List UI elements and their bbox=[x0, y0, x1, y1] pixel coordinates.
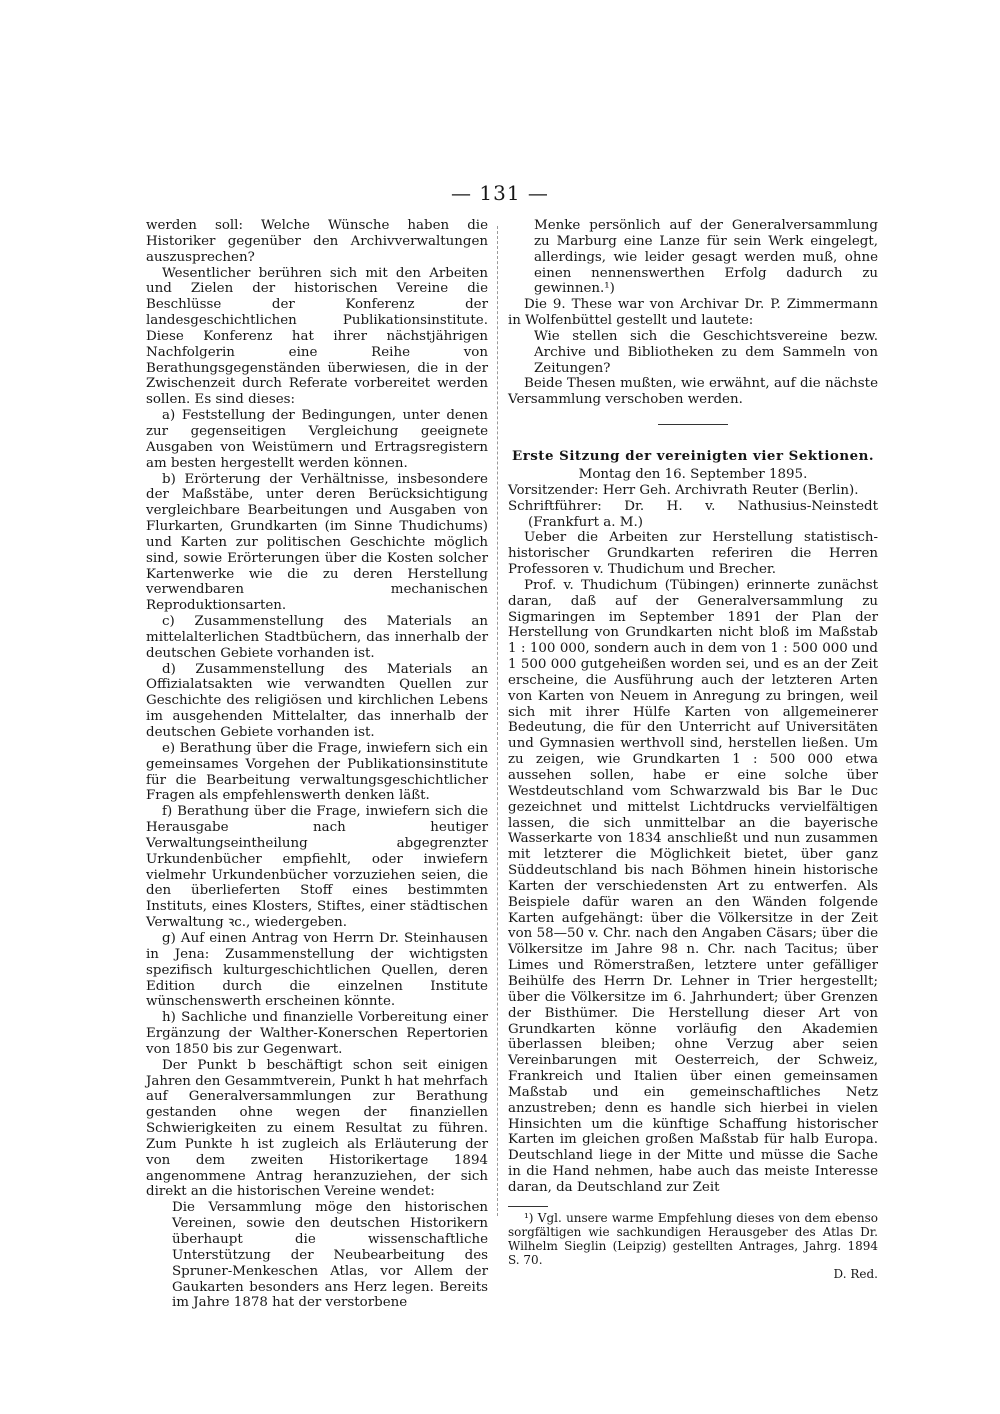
column-divider bbox=[497, 226, 498, 1216]
list-item-c: c) Zusammenstellung des Materials an mittelalterlichen Stadtbüchern, das innerhalb der deutschen Gebiete vorhanden ist. bbox=[146, 614, 488, 661]
list-item-e: e) Berathung über die Frage, inwiefern sich ein gemeinsames Vorgehen der Publikationsinstitute für die Bearbeitung verwaltungsgeschichtlicher Fragen als empfehlenswerth denken läßt. bbox=[146, 740, 488, 804]
footnote-rule bbox=[508, 1206, 548, 1207]
section-separator bbox=[658, 424, 728, 425]
list-item-g: g) Auf einen Antrag von Herrn Dr. Steinhausen in Jena: Zusammenstellung der wichtigsten spezifisch kulturgeschichtlichen Quellen, deren Edition durch die einzelnen Institute wünschenswerth erscheinen könnte. bbox=[146, 930, 488, 1010]
quotation: Wie stellen sich die Geschichtsvereine bezw. Archive und Bibliotheken zu dem Sammeln von Zeitungen? bbox=[534, 328, 878, 376]
quotation: Die Versammlung möge den historischen Vereinen, sowie den deutschen Historikern überhaupt die wissenschaftliche Unterstützung der Neubearbeitung des Spruner-Menkeschen Atlas, vor Allem der Gaukarten besonders ans Herz legen. Bereits im Jahre 1878 hat der verstorbene bbox=[172, 1200, 488, 1311]
paragraph: Wesentlicher berühren sich mit den Arbeiten und Zielen der historischen Vereine die Beschlüsse der Konferenz der landesgeschichtlichen Publikationsinstitute. Diese Konferenz hat ihrer nächstjährigen Nachfolgerin eine Reihe von Berathungsgegenständen überwiesen, die in der Zwischenzeit durch Referate vorbereitet werden sollen. Es sind dieses: bbox=[146, 265, 488, 408]
list-item-h: h) Sachliche und finanzielle Vorbereitung einer Ergänzung der Walther-Konerschen Repertorien von 1850 bis zur Gegenwart. bbox=[146, 1010, 488, 1057]
right-column bbox=[508, 218, 878, 1281]
paragraph: Ueber die Arbeiten zur Herstellung statistisch-historischer Grundkarten referiren die Herren Professoren v. Thudichum und Brecher. bbox=[508, 530, 878, 578]
page-number: — 131 — bbox=[451, 181, 549, 205]
list-item-f: f) Berathung über die Frage, inwiefern sich die Herausgabe nach heutiger Verwaltungseintheilung abgegrenzter Urkundenbücher empfiehlt, oder inwiefern vielmehr Urkundenbücher vorzuziehen seien, die den überlieferten Stoff eines bestimmten Instituts, eines Klosters, Stiftes, einer städtischen Verwaltung ꝛc., wiedergeben. bbox=[146, 804, 488, 931]
footnote-signature: D. Red. bbox=[833, 1266, 878, 1281]
quotation-continued: Menke persönlich auf der Generalversammlung zu Marburg eine Lanze für sein Werk eingelegt, allerdings, wie leider gesagt werden muß, ohne einen nennenswerthen Erfolg dadurch zu gewinnen.¹) bbox=[534, 218, 878, 297]
footnote bbox=[508, 1211, 878, 1281]
paragraph: Prof. v. Thudichum (Tübingen) erinnerte zunächst daran, daß auf der Generalversammlung zu Sigmaringen im September 1891 der Plan der Herstellung von Grundkarten nicht bloß im Maßstab 1 : 100 000, sondern auch in dem von 1 : 500 000 und 1 500 000 gutgeheißen worden sei, und es an der Zeit erscheine, die Ausführung auch der letzteren Arten von Karten von Neuem in Anregung zu bringen, weil sich mit ihrer Hülfe Karten von allgemeinerer Bedeutung, die für den Unterricht auf Universitäten und Gymnasien werthvoll sind, herstellen ließen. Um zu zeigen, wie Grundkarten 1 : 500 000 etwa aussehen sollen, habe er eine solche über Westdeutschland vom Schwarzwald bis Bar le Duc gezeichnet und mittelst Lichtdrucks vervielfältigen lassen, die sich unmittelbar an die bayerische Wasserkarte von 1834 anschließt und nun zusammen mit letzterer die Möglichkeit bietet, über ganz Süddeutschland bis nach Böhmen hinein historische Karten der verschiedensten Art zu entwerfen. Als Beispiele dafür waren an den Wänden folgende Karten aufgehängt: über die Völkersitze in der Zeit von 58—50 v. Chr. nach den Angaben Cäsars; über die Völkersitze im Jahre 98 n. Chr. nach Tacitus; über Limes und Römerstraßen, letztere unter gefälliger Beihülfe des Herrn Dr. Lehner in Trier hergestellt; über die Völkersitze im 6. Jahrhundert; über Grenzen der Bisthümer. Die Herstellung dieser Art von Grundkarten könne vorläufig den Akademien überlassen bleiben; ohne Verzug aber seien Vereinbarungen mit Oesterreich, der Schweiz, Frankreich und Italien über einen gemeinsamen Maßstab und ein gemeinschaftliches Netz anzustreben; denn es handle sich hierbei in vielen Hinsichten um die künftige Schaffung historischer Karten im gleichen großen Maßstab für halb Europa. Deutschland liege in der Mitte und müsse die Sache in die Hand nehmen, habe auch das meiste Interesse daran, da Deutschland zur Zeit bbox=[508, 577, 878, 1195]
secretary: Schriftführer: Dr. H. v. Nathusius-Neinstedt (Frankfurt a. M.) bbox=[508, 498, 878, 530]
section-heading: Erste Sitzung der vereinigten vier Sektionen. bbox=[512, 448, 874, 465]
chairperson: Vorsitzender: Herr Geh. Archivrath Reuter (Berlin). bbox=[508, 482, 859, 498]
list-item-a: a) Feststellung der Bedingungen, unter denen zur gegenseitigen Vergleichung geeignete Ausgaben von Weistümern und Ertragsregistern am besten hergestellt werden können. bbox=[146, 408, 488, 471]
left-column bbox=[146, 218, 488, 1311]
list-item-b: b) Erörterung der Verhältnisse, insbesondere der Maßstäbe, unter deren Berücksichtigung vergleichbare Bearbeitungen und Ausgaben von Flurkarten, Grundkarten (im Sinne Thudichums) und Karten zur politischen Geschichte möglich sind, sowie Erörterungen über die Kosten solcher Kartenwerke wie die zu deren Herstellung verwendbaren mechanischen Reproduktionsarten. bbox=[146, 471, 488, 614]
footnote-text: ¹) Vgl. unsere warme Empfehlung dieses von dem ebenso sorgfältigen wie sachkundigen Herausgeber des Atlas Dr. Wilhelm Sieglin (Leipzig) gestellten Antrages, Jahrg. 1894 S. 70. bbox=[508, 1210, 878, 1267]
session-date: Montag den 16. September 1895. bbox=[578, 466, 808, 482]
paragraph: Beide Thesen mußten, wie erwähnt, auf die nächste Versammlung verschoben werden. bbox=[508, 376, 878, 408]
list-item-d: d) Zusammenstellung des Materials an Offizialatsakten wie verwandten Quellen zur Geschichte des religiösen und kirchlichen Lebens im ausgehenden Mittelalter, das innerhalb der deutschen Gebiete vorhanden ist. bbox=[146, 661, 488, 740]
paragraph: werden soll: Welche Wünsche haben die Historiker gegenüber den Archivverwaltungen auszusprechen? bbox=[146, 218, 488, 265]
paragraph: Der Punkt b beschäftigt schon seit einigen Jahren den Gesammtverein, Punkt h hat mehrfach auf Generalversammlungen zur Berathung gestanden ohne wegen der finanziellen Schwierigkeiten zu einem Resultat zu führen. Zum Punkte h ist zugleich als Erläuterung der von dem zweiten Historikertage 1894 angenommene Antrag heranzuziehen, der sich direkt an die historischen Vereine wendet: bbox=[146, 1057, 488, 1200]
paragraph: Die 9. These war von Archivar Dr. P. Zimmermann in Wolfenbüttel gestellt und lautete: bbox=[508, 297, 878, 329]
